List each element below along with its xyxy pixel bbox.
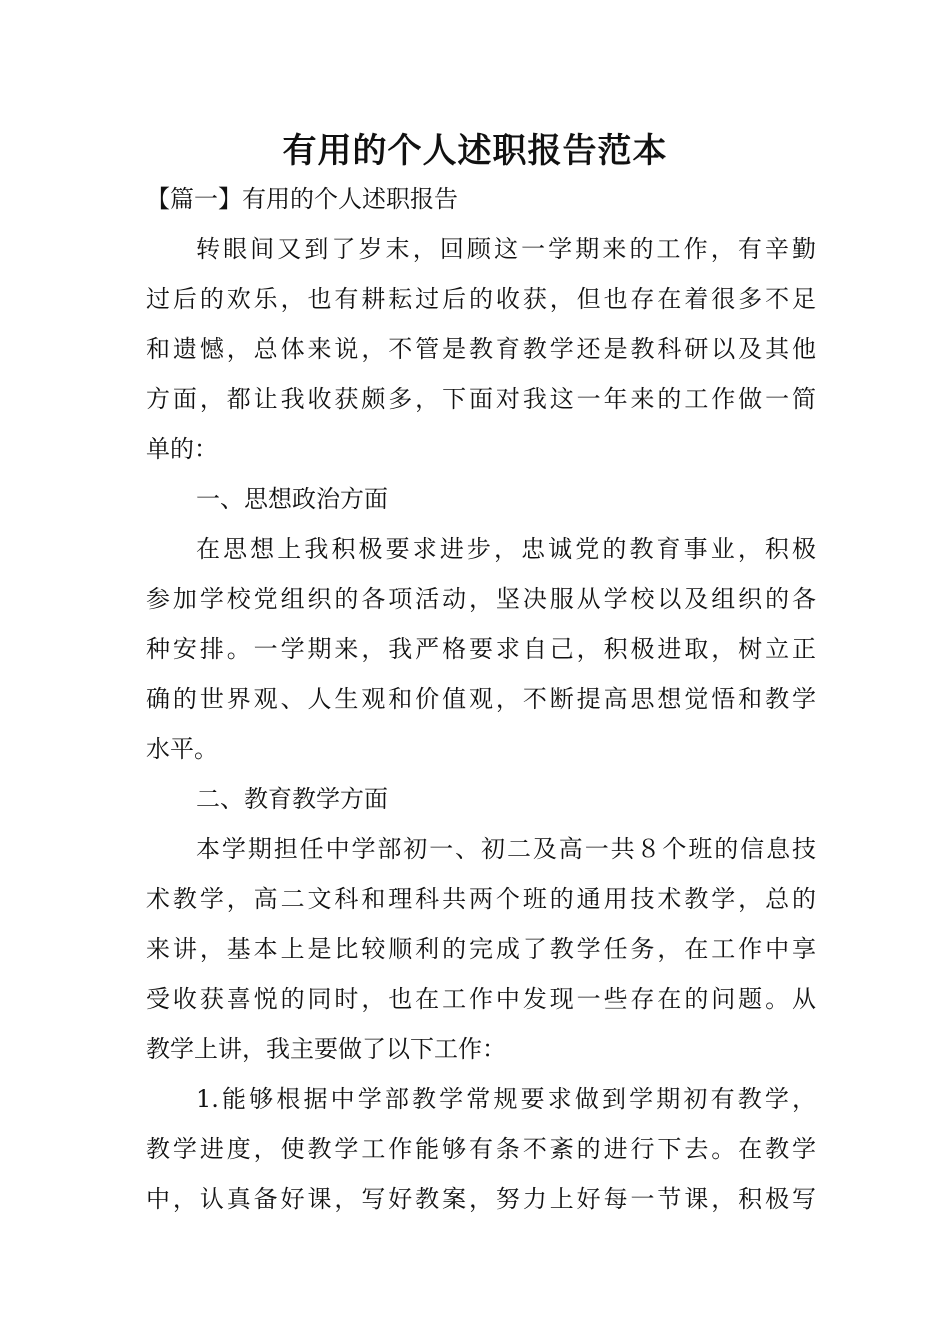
paragraph-line: 种安排。一学期来，我严格要求自己，积极进取，树立正 (146, 635, 816, 663)
paragraph-line: 来讲，基本上是比较顺利的完成了教学任务，在工作中享 (146, 935, 816, 963)
paragraph-line: 和遗憾，总体来说，不管是教育教学还是教科研以及其他 (146, 335, 816, 363)
section-heading-part-one: 【篇一】有用的个人述职报告 (146, 185, 458, 213)
paragraph-line: 单的： (146, 435, 218, 463)
paragraph-line: 教学进度，使教学工作能够有条不紊的进行下去。在教学 (146, 1135, 816, 1163)
paragraph-line: 中，认真备好课，写好教案，努力上好每一节课，积极写 (146, 1185, 816, 1213)
paragraph-line: 转眼间又到了岁末，回顾这一学期来的工作，有辛勤 (196, 235, 816, 263)
paragraph-line: 参加学校党组织的各项活动，坚决服从学校以及组织的各 (146, 585, 816, 613)
list-item-line: 1.能够根据中学部教学常规要求做到学期初有教学， (196, 1085, 816, 1113)
document-title: 有用的个人述职报告范本 (282, 131, 668, 171)
paragraph-line: 确的世界观、人生观和价值观，不断提高思想觉悟和教学 (146, 685, 816, 713)
paragraph-line: 水平。 (146, 735, 218, 763)
paragraph-line: 受收获喜悦的同时，也在工作中发现一些存在的问题。从 (146, 985, 816, 1013)
subheading-political: 一、思想政治方面 (196, 485, 388, 513)
paragraph-line: 本学期担任中学部初一、初二及高一共８个班的信息技 (196, 835, 816, 863)
paragraph-line: 教学上讲，我主要做了以下工作： (146, 1035, 506, 1063)
paragraph-line: 过后的欢乐，也有耕耘过后的收获，但也存在着很多不足 (146, 285, 816, 313)
subheading-teaching: 二、教育教学方面 (196, 785, 388, 813)
paragraph-line: 术教学，高二文科和理科共两个班的通用技术教学，总的 (146, 885, 816, 913)
paragraph-line: 方面，都让我收获颇多，下面对我这一年来的工作做一简 (146, 385, 816, 413)
paragraph-line: 在思想上我积极要求进步，忠诚党的教育事业，积极 (196, 535, 816, 563)
